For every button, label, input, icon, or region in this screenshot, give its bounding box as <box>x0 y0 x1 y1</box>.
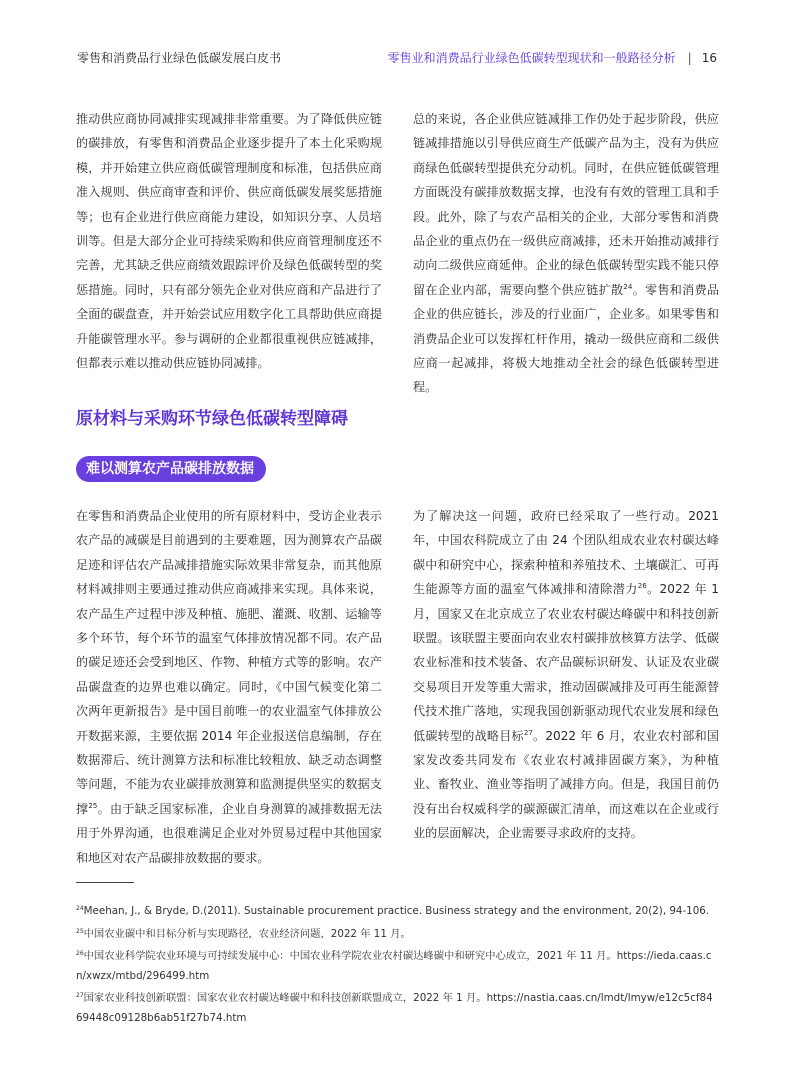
header-separator: | <box>687 51 692 65</box>
page-header <box>77 47 717 69</box>
footnote-text[interactable]: 中国农业科学院农业环境与可持续发展中心：中国农业科学院农业农村碳达峰碳中和研究中心成立，2021 年 11 月。https://ieda.caas.cn/xwzx/mtbd/296499.htm <box>76 950 712 982</box>
footnote-number: 25 <box>76 927 84 935</box>
footnote <box>76 947 716 986</box>
footnotes <box>76 902 716 1032</box>
footnote-ref[interactable]: 27 <box>523 728 533 737</box>
footnote <box>76 925 716 945</box>
top-left-column <box>76 107 382 375</box>
report-title: 零售和消费品行业绿色低碳发展白皮书 <box>77 51 282 65</box>
top-right-column <box>413 107 719 400</box>
bottom-right-column <box>413 504 719 846</box>
footnote-text[interactable]: 国家农业科技创新联盟：国家农业农村碳达峰碳中和科技创新联盟成立，2022 年 1 月。https://nastia.caas.cn/lmdt/lmyw/e12c5cf8469448c09128b6ab51f27b74.htm <box>76 992 713 1024</box>
paragraph-text: 。2022 年 6 月，农业农村部和国家发改委共同发布《农业农村减排固碳方案》，为种植业、畜牧业、渔业等指明了减排方向。但是，我国目前仍没有出台权威科学的碳源碳汇清单，而这难以在企业或行业的层面解决，企业需要寻求政府的支持。 <box>413 728 719 841</box>
page-number: 16 <box>701 51 717 65</box>
chapter-title-group <box>388 47 717 69</box>
subsection-pill: 难以测算农产品碳排放数据 <box>76 456 266 482</box>
footnote-divider <box>76 882 134 883</box>
paragraph-text: 。由于缺乏国家标准，企业自身测算的减排数据无法用于外界沟通，也很难满足企业对外贸易过程中其他国家和地区对农产品碳排放数据的要求。 <box>76 801 382 865</box>
paragraph-text: 总的来说，各企业供应链减排工作仍处于起步阶段，供应链减排措施以引导供应商生产低碳产品为主，没有为供应商绿色低碳转型提供充分动机。同时，在供应链低碳管理方面既没有碳排放数据支撑，也没有有效的管理工具和手段。此外，除了与农产品相关的企业，大部分零售和消费品企业的重点仍在一级供应商减排，还未开始推动减排行动向二级供应商延伸。企业的绿色低碳转型实践不能只停留在企业内部，需要向整个供应链扩散 <box>413 112 719 297</box>
footnote-text: Meehan, J., & Bryde, D.(2011). Sustainable procurement practice. Business strategy and the environment, 20(2), 94-106. <box>83 905 710 917</box>
footnote-number: 27 <box>76 992 84 1000</box>
paragraph: 推动供应商协同减排实现减排非常重要。为了降低供应链的碳排放，有零售和消费品企业逐步提升了本土化采购规模，并开始建立供应商低碳管理制度和标准，包括供应商准入规则、供应商审查和评价、供应商低碳发展奖惩措施等；也有企业进行供应商能力建设，如知识分享、人员培训等。但是大部分企业可持续采购和供应商管理制度还不完善，尤其缺乏供应商绩效跟踪评价及绿色低碳转型的奖惩措施。同时，只有部分领先企业对供应商和产品进行了全面的碳盘查，并开始尝试应用数字化工具帮助供应商提升能碳管理水平。参与调研的企业都很重视供应链减排，但都表示难以推动供应链协同减排。 <box>76 112 382 371</box>
footnote-text: 中国农业碳中和目标分析与实现路径，农业经济问题，2022 年 11 月。 <box>83 927 411 940</box>
footnote-ref[interactable]: 24 <box>623 282 633 291</box>
chapter-title: 零售业和消费品行业绿色低碳转型现状和一般路径分析 <box>387 51 676 65</box>
footnote-ref[interactable]: 25 <box>88 801 98 810</box>
paragraph-text: 为了解决这一问题，政府已经采取了一些行动。2021 年，中国农科院成立了由 24 个团队组成农业农村碳达峰碳中和研究中心，探索种植和养殖技术、土壤碳汇、可再生能源等方面的温室气体减排和清除潜力 <box>413 509 719 597</box>
paragraph-text: 。零售和消费品企业的供应链长，涉及的行业面广，企业多。如果零售和消费品企业可以发挥杠杆作用，撬动一级供应商和二级供应商一起减排，将极大地推动全社会的绿色低碳转型进程。 <box>413 282 719 395</box>
paragraph <box>413 107 719 400</box>
section-heading: 原材料与采购环节绿色低碳转型障碍 <box>76 409 348 429</box>
bottom-left-column <box>76 504 382 870</box>
footnote <box>76 902 716 922</box>
paragraph-text: 。2022 年 1 月，国家又在北京成立了农业农村碳达峰碳中和科技创新联盟。该联盟主要面向农业农村碳排放核算方法学、低碳农业标准和技术装备、农产品碳标识研发、认证及农业碳交易项目开发等重大需求，推动固碳减排及可再生能源替代技术推广落地，实现我国创新驱动现代农业发展和绿色低碳转型的战略目标 <box>413 582 719 743</box>
footnote-ref[interactable]: 26 <box>637 582 647 591</box>
paragraph <box>76 504 382 870</box>
footnote <box>76 989 716 1028</box>
paragraph-text: 在零售和消费品企业使用的所有原材料中，受访企业表示农产品的减碳是目前遇到的主要难题，因为测算农产品碳足迹和评估农产品减排措施实际效果非常复杂，而其他原材料减排则主要通过推动供应商减排来实现。具体来说，农产品生产过程中涉及种植、施肥、灌溉、收割、运输等多个环节，每个环节的温室气体排放情况都不同。农产品的碳足迹还会受到地区、作物、种植方式等的影响。农产品碳盘查的边界也难以确定。同时，《中国气候变化第二次两年更新报告》是中国目前唯一的农业温室气体排放公开数据来源，主要依据 2014 年企业报送信息编制，存在数据滞后、统计测算方法和标准比较粗放、缺乏动态调整等问题，不能为农业碳排放测算和监测提供坚实的数据支撑 <box>76 509 382 816</box>
footnote-number: 24 <box>76 905 84 912</box>
footnote-number: 26 <box>76 950 84 958</box>
paragraph <box>413 504 719 846</box>
